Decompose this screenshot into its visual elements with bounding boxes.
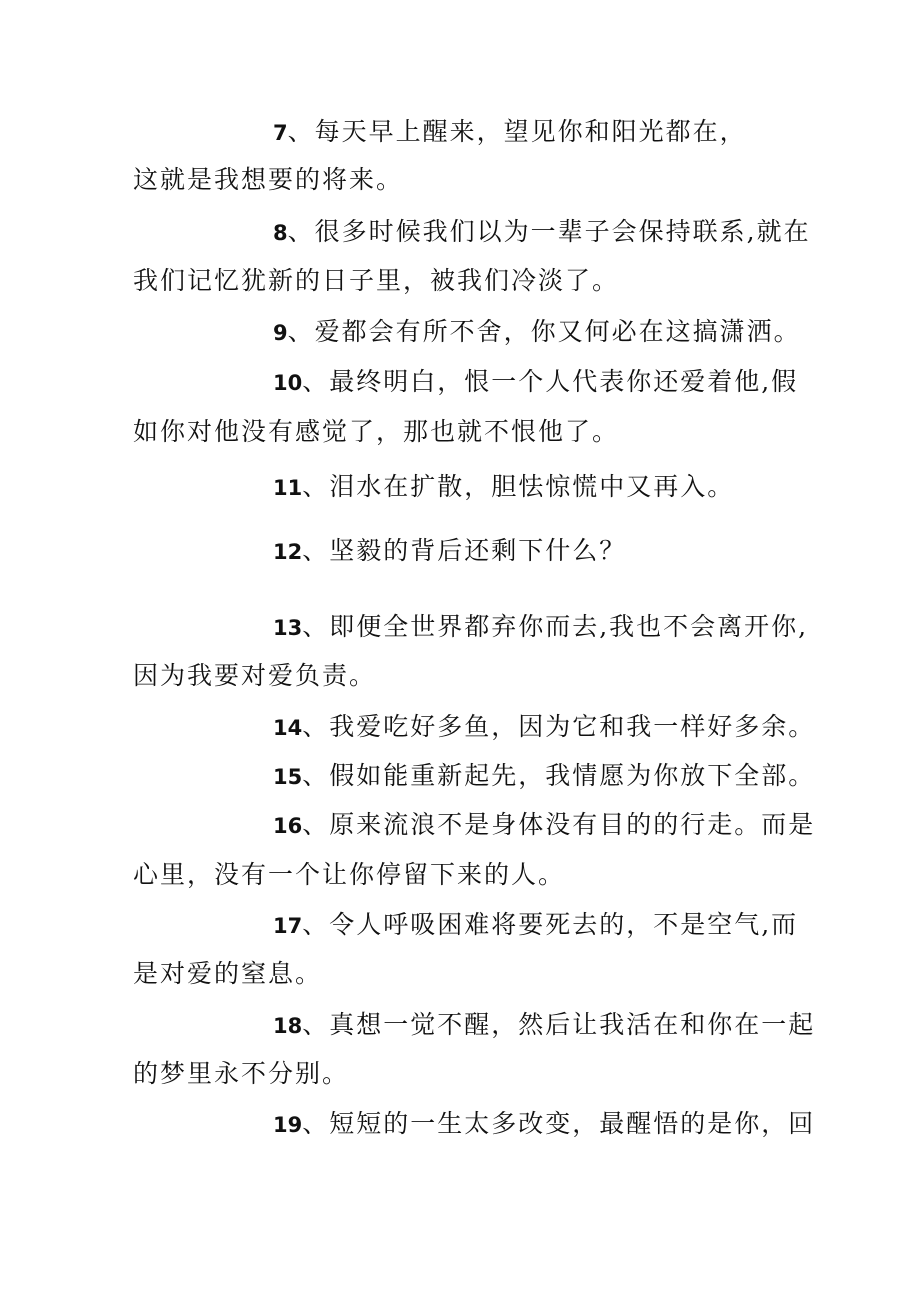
item-10-line-1	[273, 362, 799, 402]
item-text: 、即便全世界都弃你而去,我也不会离开你,	[302, 612, 809, 641]
item-number: 12	[273, 540, 303, 564]
item-18-line-1	[273, 1005, 816, 1045]
item-12-line-1	[273, 531, 793, 571]
item-7-line-2: 这就是我想要的将来。	[133, 165, 404, 194]
item-11-line-1	[273, 467, 793, 507]
item-15-line-1	[273, 756, 816, 796]
item-number: 16	[273, 814, 303, 838]
item-number: 13	[273, 616, 303, 640]
item-text: 、假如能重新起先，我情愿为你放下全部。	[302, 761, 816, 790]
item-13-line-1	[273, 607, 809, 647]
item-number: 14	[273, 716, 303, 740]
item-number: 15	[273, 765, 303, 789]
item-number: 11	[273, 476, 303, 500]
item-14-line-1	[273, 707, 816, 747]
item-17-line-1	[273, 905, 799, 945]
item-number: 19	[273, 1113, 303, 1137]
item-number: 8	[273, 221, 288, 245]
item-16-line-1	[273, 805, 816, 845]
item-number: 17	[273, 914, 303, 938]
item-18-line-2: 的梦里永不分别。	[133, 1059, 350, 1088]
item-text: 、泪水在扩散，胆怯惊慌中又再入。	[302, 472, 735, 501]
item-13-line-2: 因为我要对爱负责。	[133, 661, 377, 690]
item-number: 9	[273, 321, 288, 345]
item-8-line-2: 我们记忆犹新的日子里，被我们冷淡了。	[133, 266, 620, 295]
item-text: 、每天早上醒来，望见你和阳光都在，	[287, 117, 747, 146]
item-text: 、令人呼吸困难将要死去的，不是空气,而	[302, 910, 799, 939]
item-text: 、很多时候我们以为一辈子会保持联系,就在	[287, 217, 811, 246]
item-7-line-1	[273, 112, 793, 152]
item-text: 、真想一觉不醒，然后让我活在和你在一起	[302, 1010, 816, 1039]
item-16-line-2: 心里，没有一个让你停留下来的人。	[133, 860, 566, 889]
item-number: 7	[273, 121, 288, 145]
item-8-line-1	[273, 212, 811, 252]
item-text: 、原来流浪不是身体没有目的的行走。而是	[302, 810, 816, 839]
item-19-line-1	[273, 1104, 816, 1144]
item-10-line-2: 如你对他没有感觉了，那也就不恨他了。	[133, 417, 620, 446]
item-text: 、短短的一生太多改变，最醒悟的是你，回	[302, 1109, 816, 1138]
item-9-line-1	[273, 312, 801, 352]
item-text: 、最终明白，恨一个人代表你还爱着他,假	[302, 367, 799, 396]
item-number: 18	[273, 1014, 303, 1038]
item-text: 、爱都会有所不舍，你又何必在这搞潇洒。	[287, 317, 801, 346]
item-text: 、我爱吃好多鱼，因为它和我一样好多余。	[302, 712, 816, 741]
item-17-line-2: 是对爱的窒息。	[133, 959, 323, 988]
item-number: 10	[273, 371, 303, 395]
item-text: 、坚毅的背后还剩下什么？	[302, 536, 627, 565]
